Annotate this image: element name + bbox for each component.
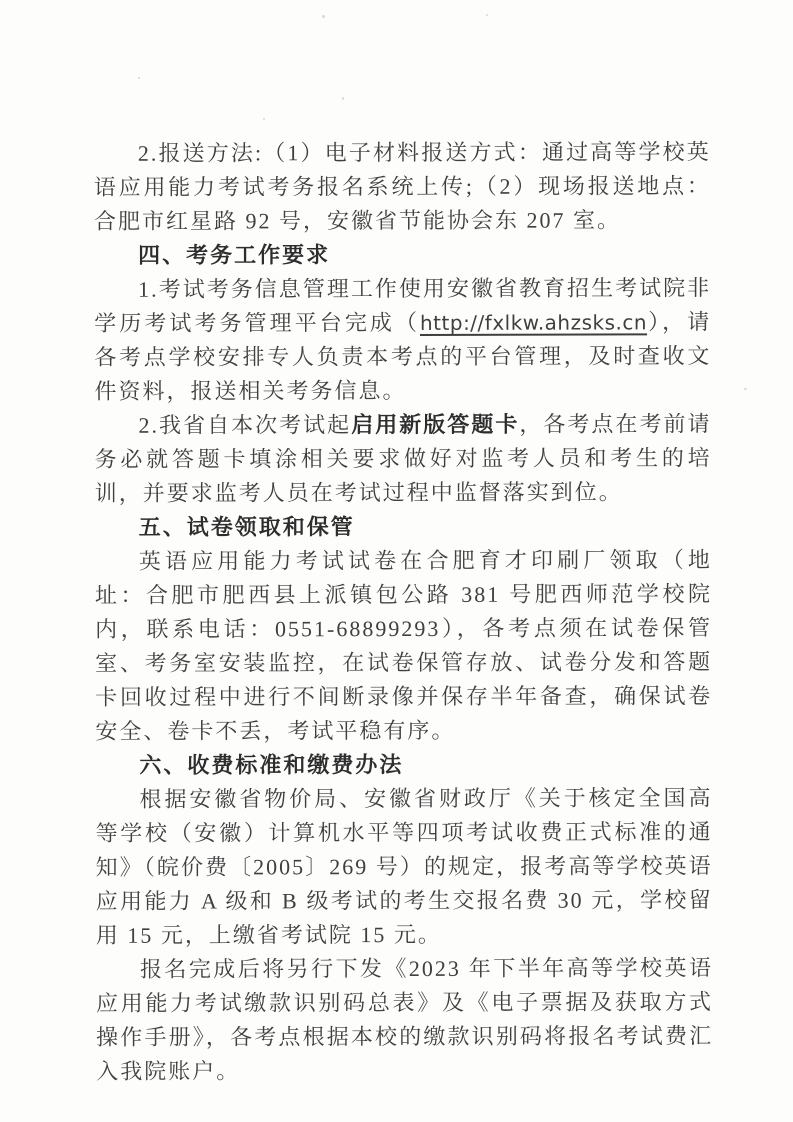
- scan-speck: [744, 388, 747, 390]
- section-heading-exam-affairs: 四、考务工作要求: [138, 242, 331, 268]
- scan-speck: [322, 15, 325, 18]
- scan-speck: [342, 97, 344, 100]
- platform-url-text: http://fxlkw.ahzsks.cn: [419, 310, 648, 335]
- document-body: [94, 135, 713, 1089]
- text-segment: 2.我省自本次考试起: [138, 412, 352, 438]
- paragraph-fee-standard: 根据安徽省物价局、安徽省财政厅《关于核定全国高等学校（安徽）计算机水平等四项考试收费正式标准的通知》（皖价费〔2005〕269 号）的规定，报考高等学校英语应用能力 A 级和 B 级考试的考生交报名费 30 元，学校留用 15 元，上缴省考试院 15 元。: [95, 785, 713, 948]
- text-segment: ），请各考点学校安排专人负责本考点的平台管理，及时查收文件资料，报送相关考务信息。: [94, 309, 712, 404]
- paragraph-answer-sheet: [94, 407, 711, 511]
- scan-speck: [263, 118, 265, 120]
- scan-speck: [138, 77, 140, 79]
- paragraph-paper-pickup: 英语应用能力考试试卷在合肥育才印刷厂领取（地址：合肥市肥西县上派镇包公路 381 号肥西师范学校院内，联系电话：0551-68899293），各考点须在试卷保管室、考务室安装监控，在试卷保管存放、试卷分发和答题卡回收过程中进行不间断录像并保存半年备查，确保试卷安全、卷卡不丢，考试平稳有序。: [94, 547, 713, 744]
- paragraph-report-methods: 2.报送方法:（1）电子材料报送方式：通过高等学校英语应用能力考试考务报名系统上传;（2）现场报送地点：合肥市红星路 92 号，安徽省节能协会东 207 室。: [93, 139, 711, 234]
- section-heading-paper-storage: 五、试卷领取和保管: [138, 514, 355, 540]
- section-heading-fees: 六、收费标准和缴费办法: [139, 752, 404, 778]
- text-segment: ，各考点在考前请务必就答题卡填涂相关要求做好对监考人员和考生的培训，并要求监考人员在考试过程中监督落实到位。: [94, 411, 712, 506]
- paragraph-payment-code: 报名完成后将另行下发《2023 年下半年高等学校英语应用能力考试缴款识别码总表》及《电子票据及获取方式操作手册》，各考点根据本校的缴款识别码将报名考试费汇入我院账户。: [95, 955, 714, 1084]
- scan-speck: [486, 14, 488, 16]
- paragraph-exam-platform: [94, 271, 711, 409]
- text-segment: 1.考试考务信息管理工作使用安徽省教育招生考试院非学历考试考务管理平台完成（: [94, 275, 712, 336]
- emphasized-text-new-answer-sheet: 启用新版答题卡: [351, 411, 520, 438]
